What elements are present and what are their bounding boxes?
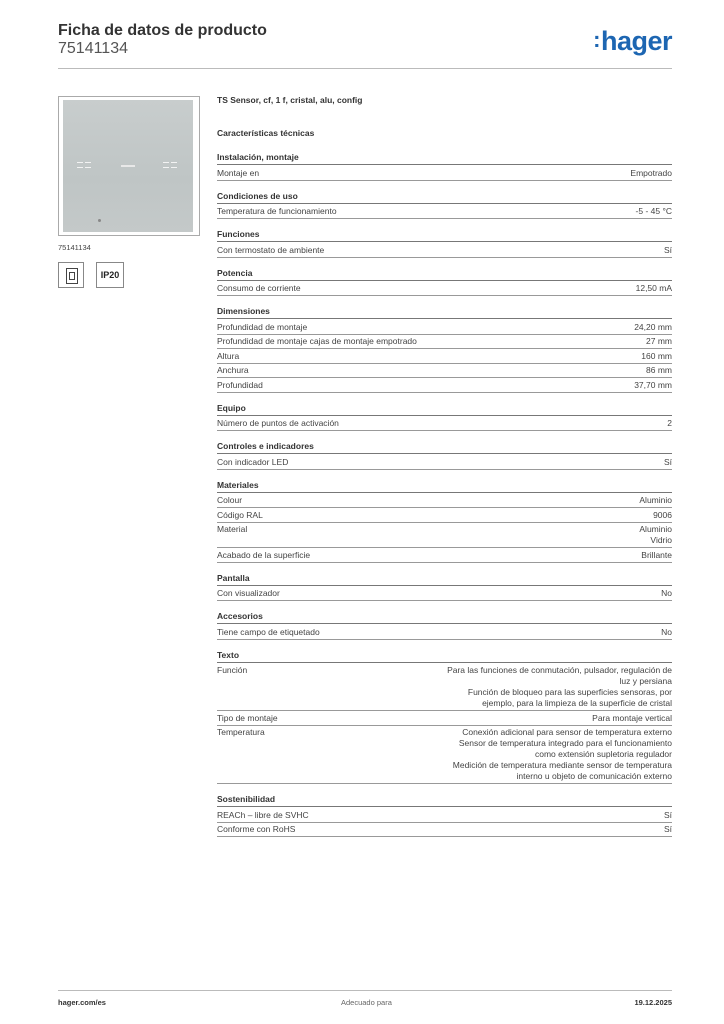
sensor-symbol-icon: [163, 162, 169, 168]
spec-value-line: 86 mm: [646, 365, 672, 375]
spec-row: [217, 711, 672, 726]
spec-label: Código RAL: [217, 509, 263, 520]
spec-value-line: No: [661, 588, 672, 598]
spec-row: [217, 664, 672, 712]
sensor-symbol-icon: [85, 162, 91, 168]
spec-value: [664, 245, 672, 256]
spec-value: [661, 627, 672, 638]
spec-label: Altura: [217, 350, 240, 361]
spec-value: [636, 283, 672, 294]
spec-value-line: Conexión adicional para sensor de temperatura externo: [462, 727, 672, 737]
spec-label: Acabado de la superficie: [217, 549, 311, 560]
section-title: Accesorios: [217, 610, 672, 624]
spec-label: Profundidad de montaje: [217, 321, 308, 332]
spec-row: [217, 508, 672, 523]
label-field: [121, 165, 135, 167]
spec-row: [217, 523, 672, 549]
spec-value-line: 2: [667, 418, 672, 428]
spec-value-line: Función de bloqueo para las superficies sensoras, por ejemplo, para la limpieza de la superficie de cristal: [467, 687, 672, 708]
spec-value-line: Empotrado: [630, 167, 672, 178]
spec-value: [639, 495, 672, 506]
spec-value-line: Medición de temperatura mediante sensor de temperatura interno u objeto de comunicación externo: [452, 760, 672, 781]
footer-website: hager.com/es: [58, 998, 106, 1007]
section-title: Dimensiones: [217, 305, 672, 319]
spec-section: [217, 190, 672, 220]
spec-row: [217, 494, 672, 509]
ip-rating-badge: IP20: [96, 262, 124, 288]
sensor-symbol-icon: [171, 162, 177, 168]
spec-value: [664, 810, 672, 821]
spec-value-line: Sí: [663, 809, 672, 820]
section-title: Condiciones de uso: [217, 190, 672, 204]
spec-label: Profundidad de montaje cajas de montaje empotrado: [217, 336, 417, 346]
technical-characteristics-heading: Características técnicas: [217, 128, 315, 138]
spec-row: [217, 417, 672, 432]
glass-panel: [63, 100, 193, 232]
led-indicator-icon: [98, 219, 101, 222]
spec-value: [630, 168, 672, 179]
spec-value-line: Sí: [663, 456, 672, 467]
spec-value-line: Brillante: [641, 549, 672, 560]
spec-section: [217, 610, 672, 640]
spec-section: [217, 793, 672, 837]
spec-label: Tipo de montaje: [217, 712, 278, 723]
spec-section: [217, 649, 672, 785]
spec-row: [217, 455, 672, 470]
spec-value-line: Vidrio: [650, 535, 672, 545]
spec-value-line: Sí: [663, 244, 672, 255]
spec-value-line: Para montaje vertical: [592, 712, 672, 723]
spec-value: [653, 510, 672, 521]
flush-mount-icon: [58, 262, 84, 288]
spec-value: [636, 206, 672, 217]
spec-value: [664, 457, 672, 468]
footer-date: 19.12.2025: [634, 998, 672, 1007]
spec-label: Material: [217, 524, 248, 534]
footer-divider: [58, 990, 672, 991]
spec-value: [667, 418, 672, 429]
spec-label: Consumo de corriente: [217, 283, 301, 293]
footer-note: Adecuado para: [341, 998, 392, 1007]
spec-row: [217, 349, 672, 364]
spec-value: [664, 824, 672, 835]
spec-value-line: 37,70 mm: [634, 379, 672, 390]
spec-value: [641, 351, 672, 362]
spec-value-line: No: [661, 626, 672, 637]
spec-label: Con indicador LED: [217, 456, 289, 467]
spec-label: REACh – libre de SVHC: [217, 809, 309, 820]
spec-value: [634, 322, 672, 333]
spec-row: [217, 548, 672, 563]
product-name: TS Sensor, cf, 1 f, cristal, alu, config: [217, 95, 363, 105]
spec-label: Con visualizador: [217, 588, 280, 598]
spec-value: [592, 713, 672, 724]
spec-value-line: 24,20 mm: [634, 321, 672, 332]
spec-content: [217, 95, 672, 846]
spec-value: [639, 524, 672, 546]
sensor-symbol-icon: [77, 162, 83, 168]
section-title: Equipo: [217, 402, 672, 416]
section-title: Pantalla: [217, 572, 672, 586]
spec-row: [217, 282, 672, 297]
spec-label: Temperatura: [217, 727, 265, 737]
spec-value: [646, 365, 672, 376]
spec-section: [217, 305, 672, 393]
section-title: Potencia: [217, 267, 672, 281]
spec-value-line: 12,50 mA: [635, 283, 672, 293]
spec-row: [217, 364, 672, 379]
spec-value-line: Sí: [663, 824, 672, 834]
spec-row: [217, 335, 672, 350]
spec-value-line: Sensor de temperatura integrado para el funcionamiento como extensión supletoria regulador: [458, 738, 672, 759]
spec-label: Profundidad: [217, 379, 263, 390]
spec-value: [641, 550, 672, 561]
spec-section: [217, 151, 672, 181]
logo-text: hager: [600, 26, 672, 56]
header-divider: [58, 68, 672, 69]
spec-value: [634, 380, 672, 391]
spec-label: Temperatura de funcionamiento: [217, 206, 337, 216]
spec-row: [217, 378, 672, 393]
hager-logo: [593, 26, 672, 57]
spec-label: Anchura: [217, 365, 249, 375]
section-title: Funciones: [217, 228, 672, 242]
product-code: 75141134: [58, 40, 128, 57]
spec-row: [217, 808, 672, 823]
spec-sections: [217, 151, 672, 837]
logo-dots-icon: :: [593, 27, 600, 52]
spec-row: [217, 726, 672, 785]
spec-value-line: Aluminio: [639, 495, 672, 505]
spec-value: [444, 727, 672, 782]
image-caption: 75141134: [58, 243, 91, 252]
spec-row: [217, 166, 672, 181]
spec-label: Con termostato de ambiente: [217, 244, 325, 255]
spec-section: [217, 402, 672, 432]
spec-value: [661, 588, 672, 599]
spec-row: [217, 243, 672, 258]
spec-section: [217, 440, 672, 470]
spec-row: [217, 587, 672, 602]
spec-value-line: 9006: [653, 509, 672, 520]
section-title: Materiales: [217, 479, 672, 493]
section-title: Instalación, montaje: [217, 151, 672, 165]
section-title: Texto: [217, 649, 672, 663]
spec-label: Conforme con RoHS: [217, 824, 296, 834]
spec-label: Número de puntos de activación: [217, 418, 339, 428]
section-title: Sostenibilidad: [217, 793, 672, 807]
spec-section: [217, 572, 672, 602]
spec-section: [217, 479, 672, 563]
spec-label: Colour: [217, 495, 243, 505]
product-image: [58, 96, 200, 236]
spec-value: [444, 665, 672, 709]
spec-row: [217, 823, 672, 838]
spec-value-line: Para las funciones de conmutación, pulsador, regulación de luz y persiana: [447, 665, 672, 686]
spec-section: [217, 267, 672, 297]
spec-value: [646, 336, 672, 347]
spec-value-line: -5 - 45 °C: [635, 206, 672, 216]
spec-value-line: 27 mm: [646, 336, 672, 346]
spec-row: [217, 320, 672, 335]
document-title: Ficha de datos de producto: [58, 22, 267, 39]
spec-row: [217, 625, 672, 640]
spec-label: Función: [217, 665, 248, 675]
spec-label: Montaje en: [217, 167, 260, 178]
page-header: [58, 22, 672, 68]
spec-section: [217, 228, 672, 258]
spec-label: Tiene campo de etiquetado: [217, 626, 320, 637]
spec-value-line: 160 mm: [641, 350, 672, 361]
spec-row: [217, 205, 672, 220]
section-title: Controles e indicadores: [217, 440, 672, 454]
spec-value-line: Aluminio: [639, 524, 672, 534]
